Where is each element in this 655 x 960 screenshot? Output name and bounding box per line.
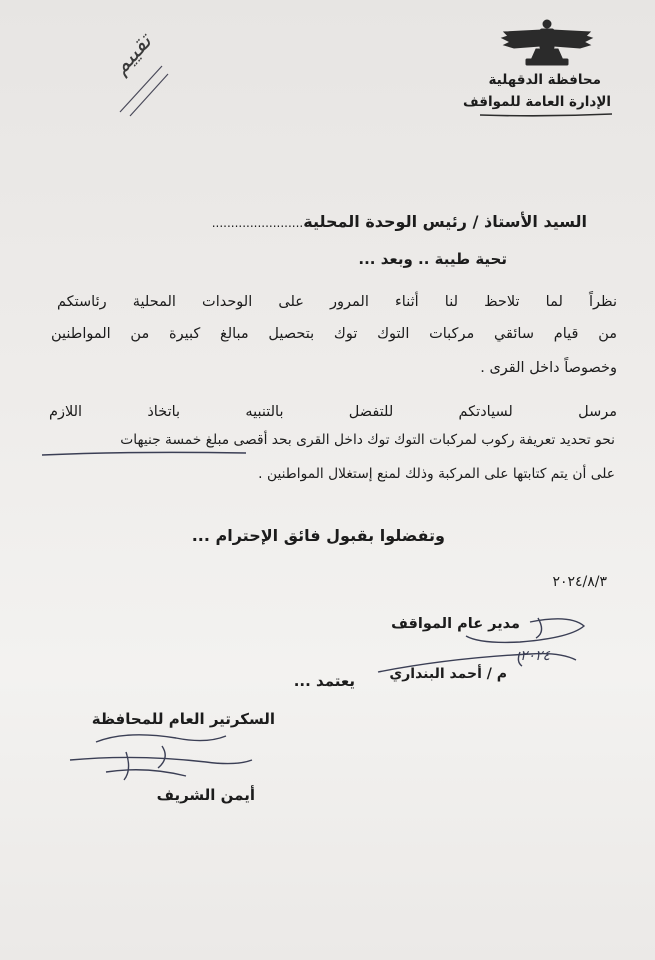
paragraph2-line2: نحو تحديد تعريفة ركوب لمركبات التوك توك داخل القرى بحد أقصى مبلغ خمسة جنيهات	[120, 432, 615, 448]
recipient-dots: ........................	[211, 216, 304, 230]
director-name: م / أحمد البنداري	[389, 666, 507, 682]
paragraph1-line3: وخصوصاً داخل القرى .	[480, 360, 617, 376]
paragraph1-line1: نظراً لما تلاحظ لنا أثناء المرور على الوحدات المحلية رئاستكم	[57, 294, 617, 310]
handwritten-underline	[40, 449, 250, 459]
governorate-name: محافظة الدقهلية	[488, 72, 601, 88]
paragraph1-line2: من قيام سائقي مركبات التوك توك بتحصيل مبالغ كبيرة من المواطنين	[51, 326, 617, 342]
closing: وتفضلوا بقبول فائق الإحترام ...	[191, 526, 445, 545]
note-strokes	[112, 60, 172, 120]
secretary-signature	[66, 724, 256, 788]
handwritten-note: تقييم	[108, 29, 157, 80]
recipient-title: رئيس الوحدة المحلية	[303, 212, 468, 231]
svg-text:٢٠٢٤: ٢٠٢٤	[520, 648, 551, 664]
director-signature	[370, 606, 600, 686]
recipient-line	[212, 212, 587, 231]
recipient-prefix: السيد الأستاذ /	[467, 212, 587, 231]
director-title: مدير عام المواقف	[391, 616, 520, 632]
greeting: تحية طيبة .. وبعد ...	[358, 250, 507, 268]
secretary-name: أيمن الشريف	[156, 786, 255, 804]
secretary-title: السكرتير العام للمحافظة	[91, 710, 275, 728]
header-underline	[478, 112, 614, 118]
paragraph2-line3: على أن يتم كتابتها على المركبة وذلك لمنع إستغلال المواطنين .	[258, 466, 615, 482]
approval-label: يعتمد ...	[293, 672, 355, 690]
department-name: الإدارة العامة للمواقف	[463, 94, 611, 110]
letter-date: ٢٠٢٤/٨/٣	[552, 574, 607, 590]
eagle-emblem-icon	[498, 16, 596, 72]
paragraph2-line1: مرسل لسيادتكم للتفضل بالتنبيه باتخاذ اللازم	[49, 404, 617, 420]
